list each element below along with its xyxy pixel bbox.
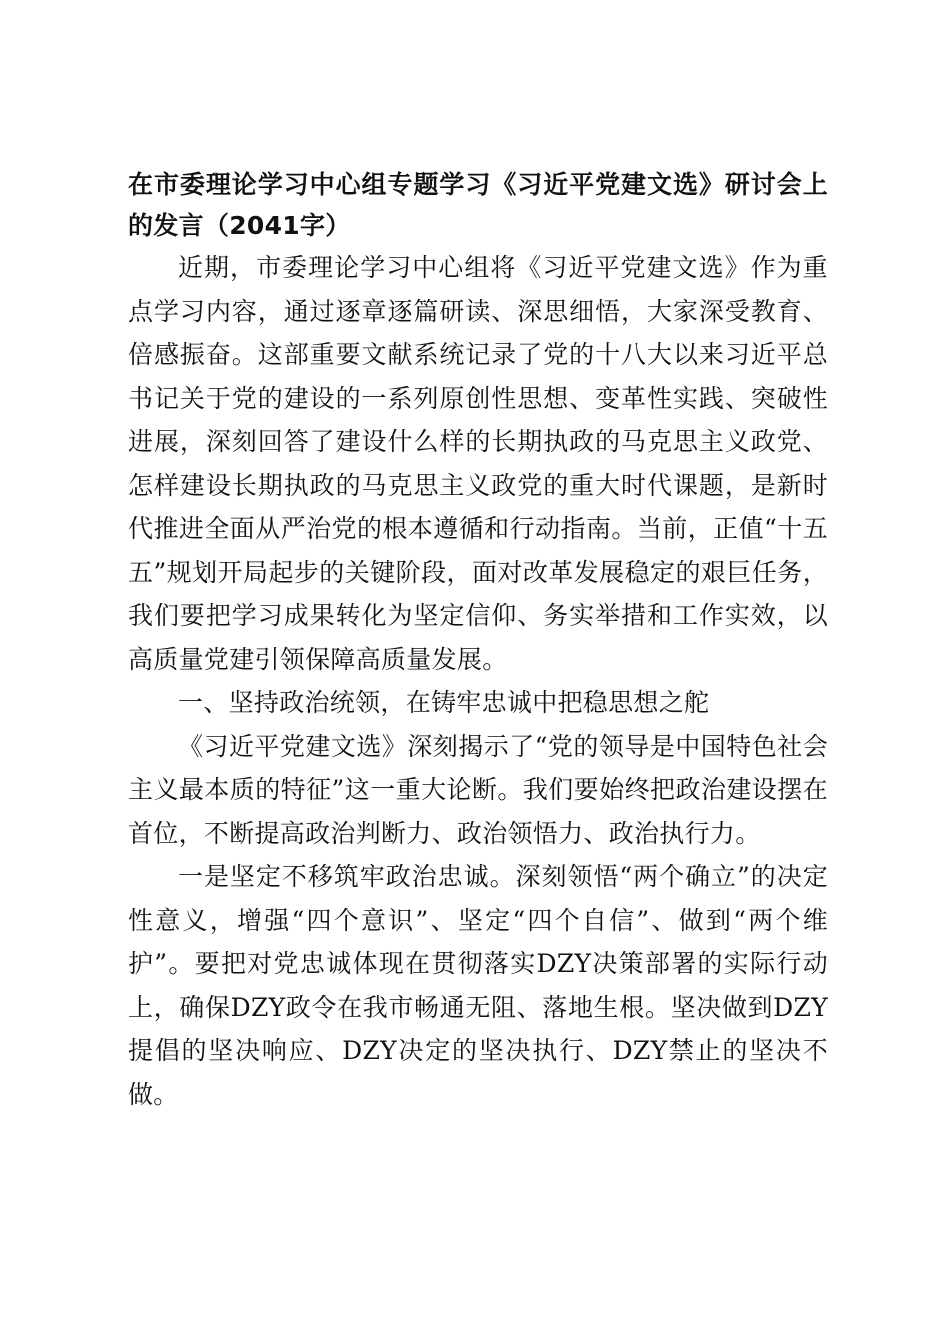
section-heading-1: 一、坚持政治统领，在铸牢忠诚中把稳思想之舵 xyxy=(178,688,710,717)
document-body xyxy=(128,164,828,1116)
paragraph-section-1-intro: 《习近平党建文选》深刻揭示了“党的领导是中国特色社会主义最本质的特征”这一重大论断。我们要始终把政治建设摆在首位，不断提高政治判断力、政治领悟力、政治执行力。 xyxy=(128,731,828,848)
document-title: 在市委理论学习中心组专题学习《习近平党建文选》研讨会上的发言（2041字） xyxy=(128,170,828,240)
paragraph-point-1: 一是坚定不移筑牢政治忠诚。深刻领悟“两个确立”的决定性意义，增强“四个意识”、坚定“四个自信”、做到“两个维护”。要把对党忠诚体现在贯彻落实DZY决策部署的实际行动上，确保DZY政令在我市畅通无阻、落地生根。坚决做到DZY提倡的坚决响应、DZY决定的坚决执行、DZY禁止的坚决不做。 xyxy=(128,862,828,1109)
paragraph-intro: 近期，市委理论学习中心组将《习近平党建文选》作为重点学习内容，通过逐章逐篇研读、深思细悟，大家深受教育、倍感振奋。这部重要文献系统记录了党的十八大以来习近平总书记关于党的建设的一系列原创性思想、变革性实践、突破性进展，深刻回答了建设什么样的长期执政的马克思主义政党、怎样建设长期执政的马克思主义政党的重大时代课题，是新时代推进全面从严治党的根本遵循和行动指南。当前，正值“十五五”规划开局起步的关键阶段，面对改革发展稳定的艰巨任务，我们要把学习成果转化为坚定信仰、务实举措和工作实效，以高质量党建引领保障高质量发展。 xyxy=(128,253,828,674)
